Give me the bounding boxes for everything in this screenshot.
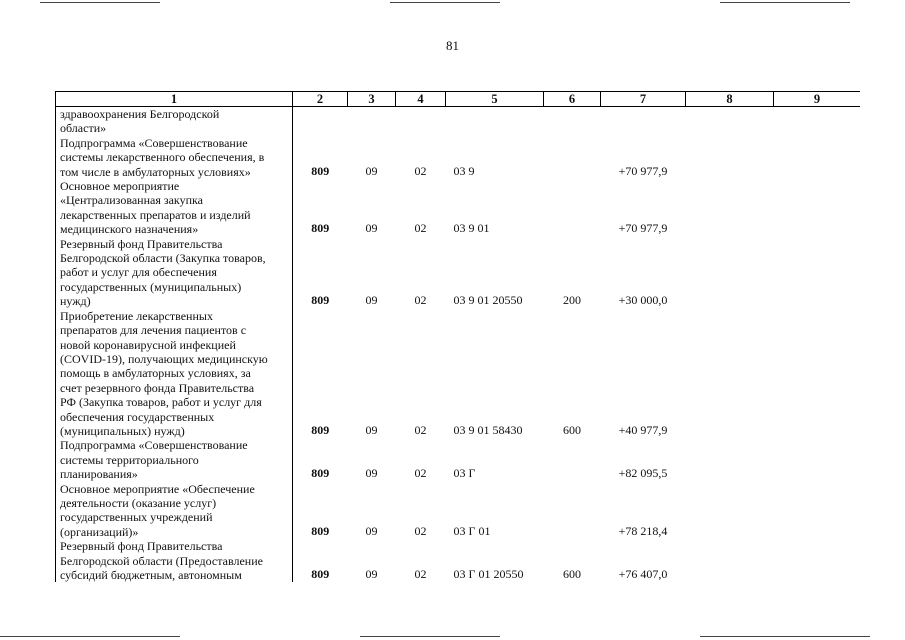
description-line: Резервный фонд Правительства [60,236,223,251]
expense-type-code: 600 [563,567,581,581]
subsection-code: 02 [414,422,427,437]
description-line: государственных (муниципальных) [60,279,242,294]
description-line: Приобретение лекарственных [60,308,213,323]
header-col-6: 6 [544,92,601,107]
description-line: области» [60,121,107,136]
table-row [56,237,861,309]
col9-value [774,309,861,439]
section-code: 09 [365,567,378,581]
description-line: Основное мероприятие [60,179,180,194]
ministry-code: 809 [311,422,330,437]
col8-value [686,107,774,136]
ministry-code: 809 [311,163,330,178]
ministry-code [293,107,348,136]
description-line: помощь в амбулаторных условиях, за [60,366,251,381]
description-line: государственных учреждений [60,510,213,525]
ministry-code: 809 [311,221,330,236]
col8-value [686,438,774,481]
col8-value [686,179,774,237]
target-article-code: 03 9 01 [453,221,490,236]
row-description [56,539,293,582]
description-line: медицинского назначения» [60,222,199,237]
col9-value [774,136,861,179]
expense-type-code [544,438,601,481]
col9-value [774,179,861,237]
description-line: новой коронавирусной инфекцией [60,337,236,352]
header-row [56,92,861,107]
budget-table [55,91,860,582]
description-line: том числе в амбулаторных условиях» [60,164,251,179]
header-col-8: 8 [686,92,774,107]
subsection-code [396,107,446,136]
section-code: 09 [365,293,378,308]
header-col-3: 3 [348,92,396,107]
target-article-code: 03 Г [453,466,476,481]
col8-value [686,237,774,309]
section-code: 09 [365,221,378,236]
col8-value [686,309,774,439]
table-row [56,136,861,179]
header-col-1: 1 [56,92,293,107]
description-line: здравоохранения Белгородской [60,107,220,121]
col9-value [774,237,861,309]
description-line: лекарственных препаратов и изделий [60,207,251,222]
col8-value [686,136,774,179]
table-row [56,309,861,439]
row-description [56,438,293,481]
description-line: работ и услуг для обеспечения [60,265,217,280]
section-code: 09 [365,466,378,481]
col9-value [774,438,861,481]
amount-change: +70 977,9 [618,163,668,178]
table-row [56,179,861,237]
amount-change: +82 095,5 [618,466,668,481]
amount-change: +76 407,0 [618,567,668,581]
description-line: системы территориального [60,452,199,467]
table-row [56,438,861,481]
col9-value [774,482,861,540]
expense-type-code [544,482,601,540]
top-edge-line-right [720,2,850,3]
top-edge-line-left [40,2,160,3]
description-line: (COVID-19), получающих медицинскую [60,351,268,366]
section-code [348,107,396,136]
table-row [56,107,861,136]
ministry-code: 809 [311,466,330,481]
col9-value [774,107,861,136]
col8-value [686,482,774,540]
subsection-code: 02 [414,567,427,581]
description-line: счет резервного фонда Правительства [60,380,255,395]
bottom-edge-line-middle [360,636,500,637]
description-line: деятельности (оказание услуг) [60,495,217,510]
amount-change: +70 977,9 [618,221,668,236]
row-description [56,482,293,540]
description-line: Подпрограмма «Совершенствование [60,135,248,150]
subsection-code: 02 [414,466,427,481]
col9-value [774,539,861,582]
subsection-code: 02 [414,523,427,538]
description-line: системы лекарственного обеспечения, в [60,150,265,165]
description-line: Основное мероприятие «Обеспечение [60,481,255,496]
description-line: субсидий бюджетным, автономным [60,568,242,582]
description-line: планирования» [60,467,138,482]
expense-type-code: 600 [563,422,581,437]
table-row [56,482,861,540]
header-col-5: 5 [446,92,544,107]
subsection-code: 02 [414,293,427,308]
description-line: обеспечения государственных [60,409,215,424]
table-row [56,539,861,582]
section-code: 09 [365,523,378,538]
expense-type-code: 200 [563,293,581,308]
target-article-code: 03 9 [453,163,475,178]
amount-change: +40 977,9 [618,422,668,437]
description-line: Подпрограмма «Совершенствование [60,438,248,453]
amount-change [601,107,686,136]
header-col-2: 2 [293,92,348,107]
page-number: 81 [446,38,459,53]
description-line: нужд) [60,294,91,309]
row-description [56,309,293,439]
target-article-code: 03 9 01 20550 [453,293,523,308]
target-article-code [446,107,544,136]
amount-change: +30 000,0 [618,293,668,308]
description-line: (муниципальных) нужд) [60,423,185,438]
budget-table-container [55,91,860,600]
section-code: 09 [365,422,378,437]
expense-type-code [544,107,601,136]
section-code: 09 [365,163,378,178]
row-description [56,136,293,179]
description-line: Резервный фонд Правительства [60,539,223,554]
description-line: «Централизованная закупка [60,193,203,208]
table-body [56,107,861,583]
amount-change: +78 218,4 [618,523,668,538]
header-col-4: 4 [396,92,446,107]
target-article-code: 03 Г 01 [453,523,491,538]
ministry-code: 809 [311,567,330,581]
expense-type-code [544,179,601,237]
bottom-edge-line-right [700,636,870,637]
expense-type-code [544,136,601,179]
row-description [56,237,293,309]
target-article-code: 03 9 01 58430 [453,422,523,437]
subsection-code: 02 [414,163,427,178]
ministry-code: 809 [311,293,330,308]
target-article-code: 03 Г 01 20550 [453,567,524,581]
description-line: Белгородской области (Закупка товаров, [60,251,266,266]
row-description [56,107,293,136]
col8-value [686,539,774,582]
header-col-7: 7 [601,92,686,107]
description-line: (организаций)» [60,524,139,539]
ministry-code: 809 [311,523,330,538]
description-line: РФ (Закупка товаров, работ и услуг для [60,395,262,410]
row-description [56,179,293,237]
header-col-9: 9 [774,92,861,107]
description-line: Белгородской области (Предоставление [60,553,263,568]
top-edge-line-middle [390,2,500,3]
description-line: препаратов для лечения пациентов с [60,323,247,338]
bottom-edge-line-left [0,636,180,637]
subsection-code: 02 [414,221,427,236]
